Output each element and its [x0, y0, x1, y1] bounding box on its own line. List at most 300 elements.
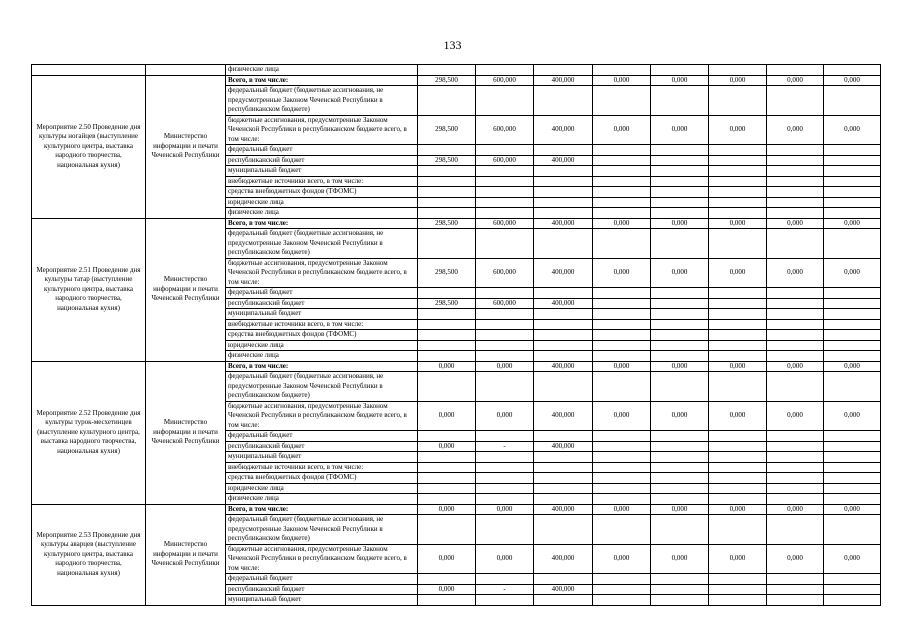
value-cell	[476, 351, 534, 362]
value-cell: 0,000	[476, 504, 534, 515]
value-cell: 0,000	[767, 361, 824, 372]
value-cell	[824, 197, 881, 208]
value-cell	[476, 595, 534, 606]
value-cell	[476, 197, 534, 208]
value-cell	[593, 473, 651, 484]
value-cell	[418, 86, 476, 116]
value-cell: 600,000	[476, 298, 534, 309]
value-cell	[418, 515, 476, 545]
value-cell	[709, 494, 767, 505]
value-cell	[476, 462, 534, 473]
source-label: республиканский бюджет	[226, 441, 418, 452]
value-cell	[651, 441, 709, 452]
value-cell: 600,000	[476, 75, 534, 86]
value-cell	[593, 145, 651, 156]
value-cell	[709, 515, 767, 545]
value-cell: -	[476, 441, 534, 452]
value-cell	[824, 166, 881, 177]
value-cell: 400,000	[534, 155, 593, 166]
executor-cell: Министерство информации и печати Чеченской Республики	[146, 504, 226, 605]
value-cell: 0,000	[824, 544, 881, 574]
value-cell	[534, 515, 593, 545]
value-cell	[651, 452, 709, 463]
value-cell	[824, 86, 881, 116]
value-cell	[709, 86, 767, 116]
value-cell	[534, 452, 593, 463]
value-cell: 0,000	[593, 401, 651, 431]
source-label: муниципальный бюджет	[226, 595, 418, 606]
value-cell	[593, 595, 651, 606]
value-cell	[709, 208, 767, 219]
value-cell	[593, 288, 651, 299]
value-cell	[651, 473, 709, 484]
value-cell: 0,000	[418, 401, 476, 431]
value-cell: 0,000	[593, 361, 651, 372]
value-cell	[709, 187, 767, 198]
value-cell	[767, 441, 824, 452]
value-cell	[709, 298, 767, 309]
value-cell	[418, 473, 476, 484]
value-cell	[767, 595, 824, 606]
value-cell: 600,000	[476, 115, 534, 145]
source-label: физические лица	[226, 494, 418, 505]
value-cell	[593, 431, 651, 442]
source-label: юридические лица	[226, 197, 418, 208]
value-cell	[593, 197, 651, 208]
value-cell: 0,000	[767, 544, 824, 574]
value-cell	[418, 145, 476, 156]
value-cell	[418, 197, 476, 208]
value-cell	[593, 452, 651, 463]
value-cell	[767, 452, 824, 463]
value-cell: 298,500	[418, 258, 476, 288]
value-cell	[593, 372, 651, 402]
value-cell	[476, 319, 534, 330]
value-cell	[824, 145, 881, 156]
value-cell	[593, 155, 651, 166]
value-cell	[476, 208, 534, 219]
value-cell	[651, 166, 709, 177]
value-cell	[824, 229, 881, 259]
value-cell: 0,000	[709, 218, 767, 229]
value-cell	[767, 515, 824, 545]
value-cell	[534, 473, 593, 484]
source-label: физические лица	[226, 208, 418, 219]
source-label: федеральный бюджет (бюджетные ассигнования, не предусмотренные Законом Чеченской Республики в республиканском бюджете)	[226, 229, 418, 259]
value-cell	[651, 309, 709, 320]
value-cell	[709, 340, 767, 351]
value-cell	[709, 145, 767, 156]
value-cell: 400,000	[534, 441, 593, 452]
value-cell: 0,000	[767, 258, 824, 288]
value-cell: 298,500	[418, 155, 476, 166]
source-label: физические лица	[226, 65, 418, 76]
value-cell: 0,000	[767, 115, 824, 145]
value-cell	[593, 86, 651, 116]
value-cell	[418, 340, 476, 351]
value-cell	[709, 176, 767, 187]
value-cell	[651, 584, 709, 595]
value-cell	[593, 515, 651, 545]
value-cell	[534, 145, 593, 156]
executor-cell: Министерство информации и печати Чеченской Республики	[146, 361, 226, 504]
value-cell	[767, 309, 824, 320]
source-label: физические лица	[226, 351, 418, 362]
value-cell	[824, 483, 881, 494]
value-cell: 400,000	[534, 401, 593, 431]
value-cell: -	[476, 584, 534, 595]
value-cell	[709, 229, 767, 259]
value-cell: 400,000	[534, 584, 593, 595]
budget-table	[31, 64, 881, 606]
table-row	[32, 361, 881, 372]
value-cell	[534, 494, 593, 505]
value-cell	[476, 166, 534, 177]
value-cell	[824, 208, 881, 219]
value-cell	[593, 584, 651, 595]
value-cell	[824, 309, 881, 320]
value-cell	[476, 340, 534, 351]
measure-title: Мероприятие 2.51 Проведение дня культуры татар (выступление культурного центра, выставка народного творчества, национальная кухня)	[32, 218, 146, 361]
value-cell	[476, 483, 534, 494]
value-cell	[651, 351, 709, 362]
value-cell	[418, 309, 476, 320]
value-cell	[476, 86, 534, 116]
value-cell: 0,000	[593, 504, 651, 515]
value-cell	[709, 584, 767, 595]
value-cell: 0,000	[651, 544, 709, 574]
value-cell	[824, 441, 881, 452]
value-cell: 0,000	[593, 258, 651, 288]
value-cell: 0,000	[824, 75, 881, 86]
value-cell	[651, 494, 709, 505]
value-cell	[476, 330, 534, 341]
value-cell	[767, 145, 824, 156]
value-cell	[651, 176, 709, 187]
value-cell	[767, 330, 824, 341]
value-cell	[534, 176, 593, 187]
value-cell	[651, 595, 709, 606]
value-cell	[709, 483, 767, 494]
value-cell	[593, 462, 651, 473]
value-cell: 0,000	[593, 218, 651, 229]
value-cell	[767, 197, 824, 208]
value-cell	[534, 319, 593, 330]
value-cell	[476, 145, 534, 156]
source-label: бюджетные ассигнования, предусмотренные Законом Чеченской Республики в республиканском бюджете всего, в том числе:	[226, 544, 418, 574]
measure-title: Мероприятие 2.53 Проведение дня культуры аварцев (выступление культурного центра, выставка народного творчества, национальная кухня)	[32, 504, 146, 605]
value-cell	[593, 574, 651, 585]
value-cell	[651, 319, 709, 330]
value-cell	[534, 166, 593, 177]
value-cell	[767, 574, 824, 585]
source-label: муниципальный бюджет	[226, 452, 418, 463]
value-cell	[418, 431, 476, 442]
value-cell: 400,000	[534, 504, 593, 515]
value-cell	[534, 431, 593, 442]
value-cell	[709, 441, 767, 452]
value-cell	[534, 462, 593, 473]
value-cell	[476, 494, 534, 505]
value-cell	[767, 288, 824, 299]
value-cell	[534, 595, 593, 606]
value-cell: 0,000	[824, 218, 881, 229]
value-cell	[767, 187, 824, 198]
value-cell	[418, 288, 476, 299]
value-cell	[709, 319, 767, 330]
source-label: федеральный бюджет	[226, 145, 418, 156]
source-label: муниципальный бюджет	[226, 166, 418, 177]
source-label: средства внебюджетных фондов (ТФОМС)	[226, 187, 418, 198]
value-cell	[651, 298, 709, 309]
value-cell: 0,000	[709, 401, 767, 431]
value-cell	[767, 86, 824, 116]
value-cell: 0,000	[709, 544, 767, 574]
value-cell: 0,000	[418, 441, 476, 452]
source-label: средства внебюджетных фондов (ТФОМС)	[226, 473, 418, 484]
value-cell	[476, 176, 534, 187]
source-label: муниципальный бюджет	[226, 309, 418, 320]
source-label: республиканский бюджет	[226, 584, 418, 595]
source-label: внебюджетные источники всего, в том числе:	[226, 176, 418, 187]
value-cell	[418, 187, 476, 198]
value-cell	[651, 208, 709, 219]
value-cell	[767, 208, 824, 219]
source-label: федеральный бюджет (бюджетные ассигнования, не предусмотренные Законом Чеченской Республики в республиканском бюджете)	[226, 372, 418, 402]
value-cell: 0,000	[709, 361, 767, 372]
value-cell	[709, 574, 767, 585]
source-label: Всего, в том числе:	[226, 504, 418, 515]
value-cell: 0,000	[593, 75, 651, 86]
value-cell	[418, 176, 476, 187]
value-cell	[651, 86, 709, 116]
value-cell	[593, 340, 651, 351]
value-cell	[709, 351, 767, 362]
value-cell	[824, 574, 881, 585]
value-cell: 0,000	[767, 75, 824, 86]
value-cell: 0,000	[651, 218, 709, 229]
value-cell: 0,000	[593, 115, 651, 145]
value-cell: 0,000	[651, 361, 709, 372]
value-cell	[824, 340, 881, 351]
value-cell	[418, 330, 476, 341]
value-cell	[824, 431, 881, 442]
value-cell: 0,000	[651, 258, 709, 288]
source-label: федеральный бюджет	[226, 288, 418, 299]
value-cell	[534, 574, 593, 585]
value-cell	[534, 351, 593, 362]
value-cell	[476, 288, 534, 299]
value-cell	[651, 574, 709, 585]
source-label: федеральный бюджет	[226, 574, 418, 585]
value-cell	[767, 473, 824, 484]
source-label: бюджетные ассигнования, предусмотренные Законом Чеченской Республики в республиканском бюджете всего, в том числе:	[226, 258, 418, 288]
value-cell: 600,000	[476, 155, 534, 166]
value-cell	[593, 208, 651, 219]
value-cell	[593, 229, 651, 259]
value-cell	[534, 483, 593, 494]
value-cell	[767, 319, 824, 330]
value-cell	[651, 330, 709, 341]
value-cell	[824, 462, 881, 473]
value-cell	[767, 494, 824, 505]
value-cell	[476, 473, 534, 484]
value-cell: 0,000	[651, 115, 709, 145]
value-cell: 0,000	[651, 504, 709, 515]
value-cell	[709, 288, 767, 299]
value-cell	[709, 452, 767, 463]
value-cell: 0,000	[824, 361, 881, 372]
table-row	[32, 504, 881, 515]
value-cell	[534, 340, 593, 351]
value-cell: 0,000	[651, 401, 709, 431]
value-cell	[418, 494, 476, 505]
value-cell	[767, 584, 824, 595]
value-cell	[418, 372, 476, 402]
value-cell: 0,000	[476, 544, 534, 574]
value-cell	[651, 155, 709, 166]
value-cell: 600,000	[476, 218, 534, 229]
value-cell	[534, 309, 593, 320]
value-cell	[651, 372, 709, 402]
source-label: юридические лица	[226, 340, 418, 351]
value-cell	[709, 462, 767, 473]
value-cell	[767, 229, 824, 259]
value-cell: 298,500	[418, 298, 476, 309]
executor-cell: Министерство информации и печати Чеченской Республики	[146, 75, 226, 218]
value-cell	[651, 431, 709, 442]
value-cell: 298,500	[418, 75, 476, 86]
value-cell	[824, 155, 881, 166]
value-cell	[824, 452, 881, 463]
value-cell	[534, 229, 593, 259]
value-cell: 400,000	[534, 115, 593, 145]
budget-table-body	[32, 65, 881, 606]
value-cell	[534, 187, 593, 198]
value-cell	[824, 515, 881, 545]
value-cell	[593, 309, 651, 320]
source-label: федеральный бюджет (бюджетные ассигнования, не предусмотренные Законом Чеченской Республики в республиканском бюджете)	[226, 515, 418, 545]
value-cell	[767, 166, 824, 177]
value-cell: 0,000	[418, 361, 476, 372]
page-number: 133	[443, 38, 462, 52]
value-cell	[476, 431, 534, 442]
value-cell	[593, 494, 651, 505]
value-cell	[418, 595, 476, 606]
source-label: республиканский бюджет	[226, 155, 418, 166]
value-cell	[651, 483, 709, 494]
value-cell: 600,000	[476, 258, 534, 288]
value-cell: 298,500	[418, 218, 476, 229]
value-cell	[767, 176, 824, 187]
value-cell	[593, 483, 651, 494]
value-cell: 0,000	[651, 75, 709, 86]
value-cell	[534, 288, 593, 299]
source-label: Всего, в том числе:	[226, 75, 418, 86]
value-cell: 298,500	[418, 115, 476, 145]
value-cell	[534, 330, 593, 341]
value-cell	[709, 309, 767, 320]
source-label: республиканский бюджет	[226, 298, 418, 309]
value-cell: 0,000	[476, 401, 534, 431]
value-cell	[534, 372, 593, 402]
value-cell	[651, 229, 709, 259]
value-cell	[593, 441, 651, 452]
value-cell	[476, 515, 534, 545]
value-cell	[593, 298, 651, 309]
value-cell: 0,000	[709, 504, 767, 515]
value-cell	[534, 208, 593, 219]
value-cell	[709, 595, 767, 606]
value-cell	[476, 452, 534, 463]
value-cell: 0,000	[767, 401, 824, 431]
value-cell	[593, 176, 651, 187]
source-label: Всего, в том числе:	[226, 361, 418, 372]
table-row	[32, 75, 881, 86]
measure-title: Мероприятие 2.52 Проведение дня культуры турок-месхетинцев (выступление культурного центра, выставка народного творчества, национальная кухня)	[32, 361, 146, 504]
value-cell	[418, 351, 476, 362]
value-cell: 400,000	[534, 298, 593, 309]
value-cell: 0,000	[767, 504, 824, 515]
value-cell	[418, 166, 476, 177]
value-cell: 0,000	[709, 115, 767, 145]
value-cell	[418, 208, 476, 219]
value-cell	[651, 515, 709, 545]
value-cell: 0,000	[418, 504, 476, 515]
value-cell	[418, 462, 476, 473]
value-cell	[824, 595, 881, 606]
value-cell	[767, 298, 824, 309]
value-cell: 0,000	[824, 401, 881, 431]
value-cell: 400,000	[534, 258, 593, 288]
value-cell	[476, 372, 534, 402]
value-cell	[824, 319, 881, 330]
value-cell	[651, 197, 709, 208]
value-cell	[651, 288, 709, 299]
value-cell	[418, 229, 476, 259]
value-cell	[534, 86, 593, 116]
source-label: внебюджетные источники всего, в том числе:	[226, 462, 418, 473]
value-cell	[767, 372, 824, 402]
value-cell	[418, 452, 476, 463]
value-cell: 400,000	[534, 75, 593, 86]
source-label: бюджетные ассигнования, предусмотренные Законом Чеченской Республики в республиканском бюджете всего, в том числе:	[226, 401, 418, 431]
value-cell	[824, 187, 881, 198]
value-cell	[709, 431, 767, 442]
value-cell	[824, 473, 881, 484]
value-cell: 0,000	[418, 544, 476, 574]
value-cell	[767, 483, 824, 494]
value-cell: 400,000	[534, 218, 593, 229]
value-cell	[709, 155, 767, 166]
source-label: федеральный бюджет	[226, 431, 418, 442]
value-cell: 0,000	[824, 504, 881, 515]
value-cell	[593, 330, 651, 341]
value-cell: 400,000	[534, 361, 593, 372]
value-cell	[767, 462, 824, 473]
value-cell	[651, 145, 709, 156]
value-cell	[593, 351, 651, 362]
source-label: средства внебюджетных фондов (ТФОМС)	[226, 330, 418, 341]
table-row	[32, 65, 881, 76]
value-cell	[824, 176, 881, 187]
value-cell	[418, 483, 476, 494]
value-cell: 0,000	[418, 584, 476, 595]
source-label: внебюджетные источники всего, в том числе:	[226, 319, 418, 330]
value-cell: 400,000	[534, 544, 593, 574]
value-cell	[824, 288, 881, 299]
value-cell: 0,000	[709, 258, 767, 288]
